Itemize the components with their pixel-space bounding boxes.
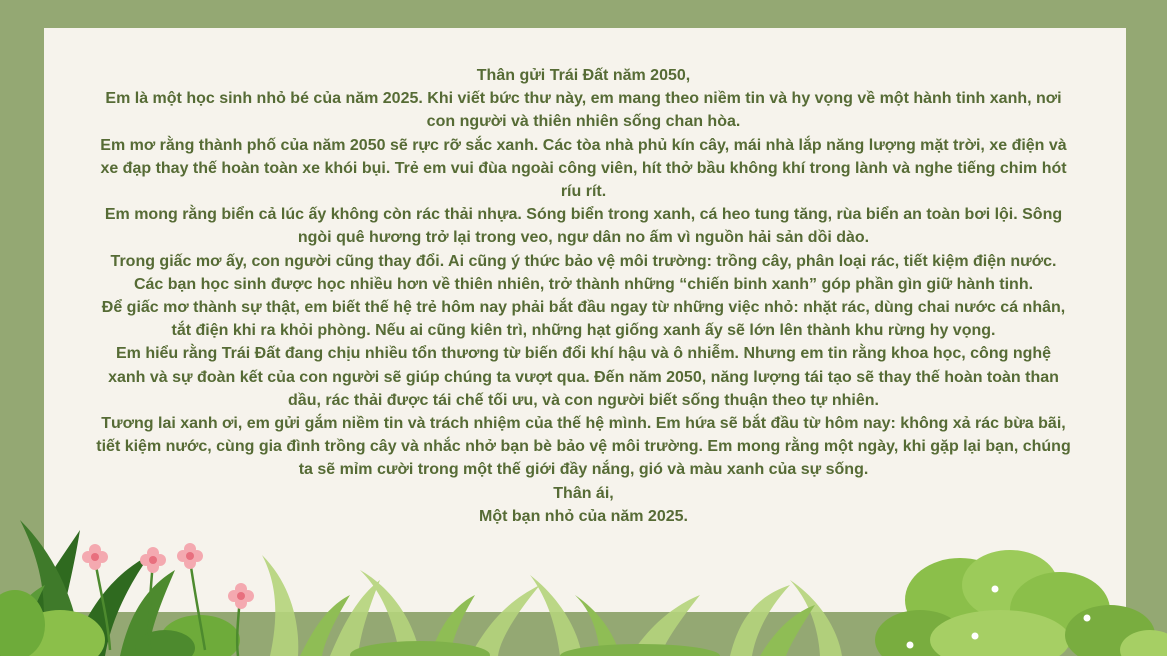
letter-paragraph: Tương lai xanh ơi, em gửi gắm niềm tin và trách nhiệm của thế hệ mình. Em hứa sẽ bắt đầu từ hôm nay: không xả rác bừa bãi, tiết kiệm nước, cùng gia đình trồng cây và nhắc nhở bạn bè bảo vệ môi trường. Em mong rằng một ngày, khi gặp lại bạn, chúng ta sẽ mỉm cười trong một thế giới đầy nắng, gió và màu xanh của sự sống. [96, 415, 1071, 479]
grass-left-icon [0, 520, 240, 656]
letter-paragraph: Em là một học sinh nhỏ bé của năm 2025. Khi viết bức thư này, em mang theo niềm tin và hy vọng về một hành tinh xanh, nơi con người và thiên nhiên sống chan hòa. [105, 90, 1062, 131]
grass-blades-icon [262, 555, 842, 656]
letter-signature: Một bạn nhỏ của năm 2025. [479, 507, 688, 525]
letter-paragraph: Để giấc mơ thành sự thật, em biết thế hệ trẻ hôm nay phải bắt đầu ngay từ những việc nhỏ: nhặt rác, dùng chai nước cá nhân, tắt điện khi ra khỏi phòng. Nếu ai cũng kiên trì, những hạt giống xanh ấy sẽ lớn lên thành khu rừng hy vọng. [101, 299, 1066, 340]
letter-paragraph: Em hiểu rằng Trái Đất đang chịu nhiều tổn thương từ biến đổi khí hậu và ô nhiễm. Nhưng em tin rằng khoa học, công nghệ xanh và sự đoàn kết của con người sẽ giúp chúng ta vượt qua. Đến năm 2050, năng lượng tái tạo sẽ thay thế hoàn toàn than dầu, rác thải được tái chế tối ưu, và con người biết sống thuận theo tự nhiên. [108, 345, 1059, 409]
letter-closing: Thân ái, [553, 484, 614, 502]
letter-paragraph: Em mơ rằng thành phố của năm 2050 sẽ rực rỡ sắc xanh. Các tòa nhà phủ kín cây, mái nhà lắp năng lượng mặt trời, xe điện và xe đạp thay thế hoàn toàn xe khói bụi. Trẻ em vui đùa ngoài công viên, hít thở bầu không khí trong lành và nghe tiếng chim hót ríu rít. [100, 136, 1067, 201]
bush-right-icon [875, 550, 1167, 656]
letter-paragraph: Em mong rằng biển cả lúc ấy không còn rác thải nhựa. Sóng biển trong xanh, cá heo tung tăng, rùa biển an toàn bơi lội. Sông ngòi quê hương trở lại trong veo, ngư dân no ấm vì nguồn hải sản dồi dào. [104, 206, 1063, 247]
letter-greeting: Thân gửi Trái Đất năm 2050, [476, 67, 691, 84]
letter-paragraph: Trong giấc mơ ấy, con người cũng thay đổi. Ai cũng ý thức bảo vệ môi trường: trồng cây, phân loại rác, tiết kiệm điện nước. Các bạn học sinh được học nhiều hơn về thiên nhiên, trở thành những “chiến binh xanh” góp phần gìn giữ hành tinh. [110, 252, 1057, 293]
